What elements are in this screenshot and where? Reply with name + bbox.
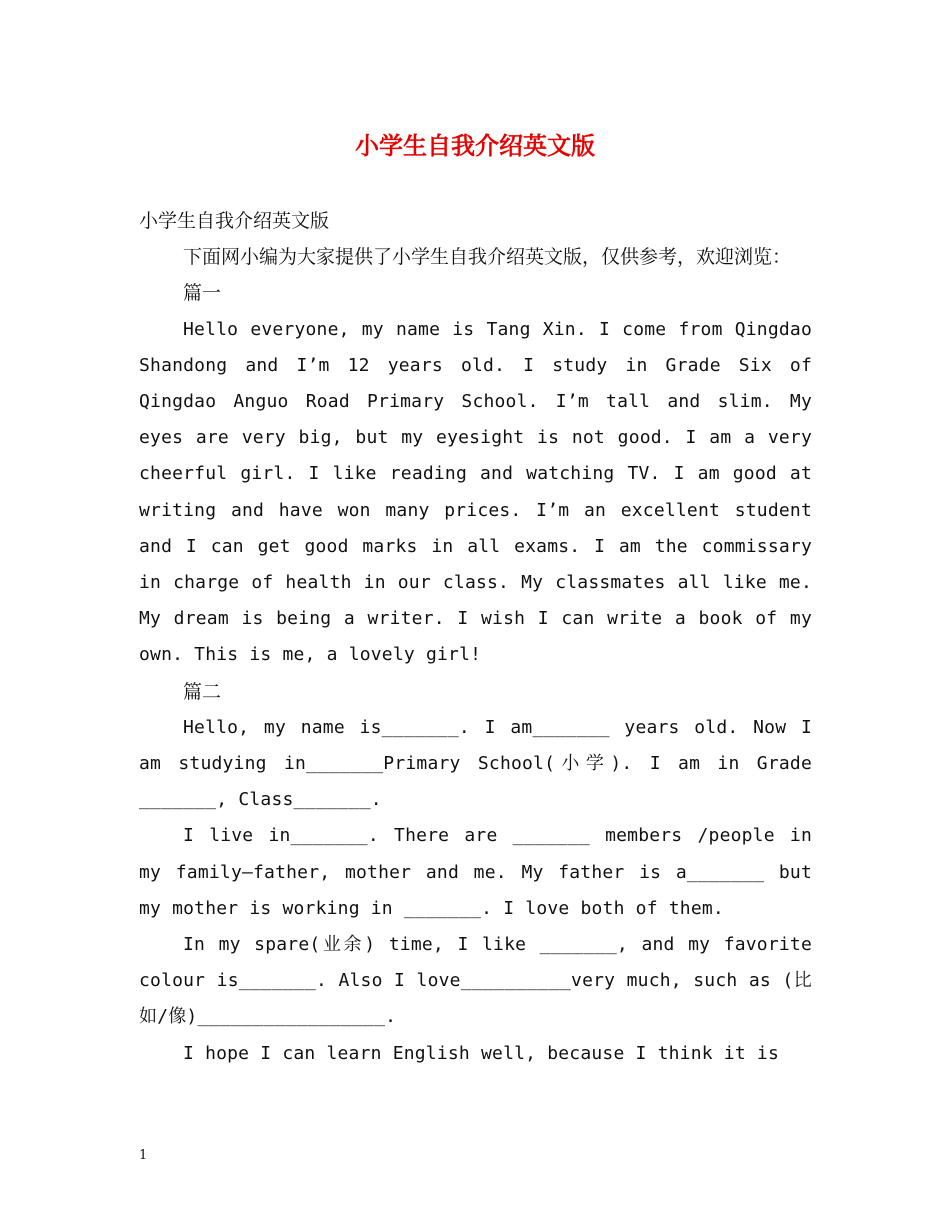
essay-2-paragraph-3: In my spare(业余) time, I like _______, and my favorite colour is_______. Also I love__________very much, such as (比如/像)_________________.: [139, 934, 812, 1028]
page-number: 1: [139, 1148, 148, 1163]
essay-2-paragraph-2: I live in_______. There are _______ members /people in my family—father, mother and me. My father is a_______ but my mother is working in _______. I love both of them.: [139, 825, 812, 919]
section-heading-2: 篇二: [183, 680, 222, 703]
section-heading-1: 篇一: [183, 282, 222, 305]
document-body: [139, 203, 812, 1072]
essay-2-paragraph-1: Hello, my name is_______. I am_______ years old. Now I am studying in_______Primary School(小学). I am in Grade _______, Class_______.: [139, 716, 812, 811]
intro-paragraph: 下面网小编为大家提供了小学生自我介绍英文版，仅供参考，欢迎浏览：: [183, 246, 792, 269]
essay-2-paragraph-4: I hope I can learn English well, because I think it is: [183, 1042, 779, 1064]
page-title: 小学生自我介绍英文版: [355, 131, 595, 160]
subtitle-line: 小学生自我介绍英文版: [139, 210, 330, 232]
essay-1-paragraph: Hello everyone, my name is Tang Xin. I come from Qingdao Shandong and I’m 12 years old. I study in Grade Six of Qingdao Anguo Road Primary School. I’m tall and slim. My eyes are very big, but my eyesight is not good. I am a very cheerful girl. I like reading and watching TV. I am good at writing and have won many prices. I’m an excellent student and I can get good marks in all exams. I am the commissary in charge of health in our class. My classmates all like me. My dream is being a writer. I wish I can write a book of my own. This is me, a lovely girl!: [139, 318, 812, 666]
